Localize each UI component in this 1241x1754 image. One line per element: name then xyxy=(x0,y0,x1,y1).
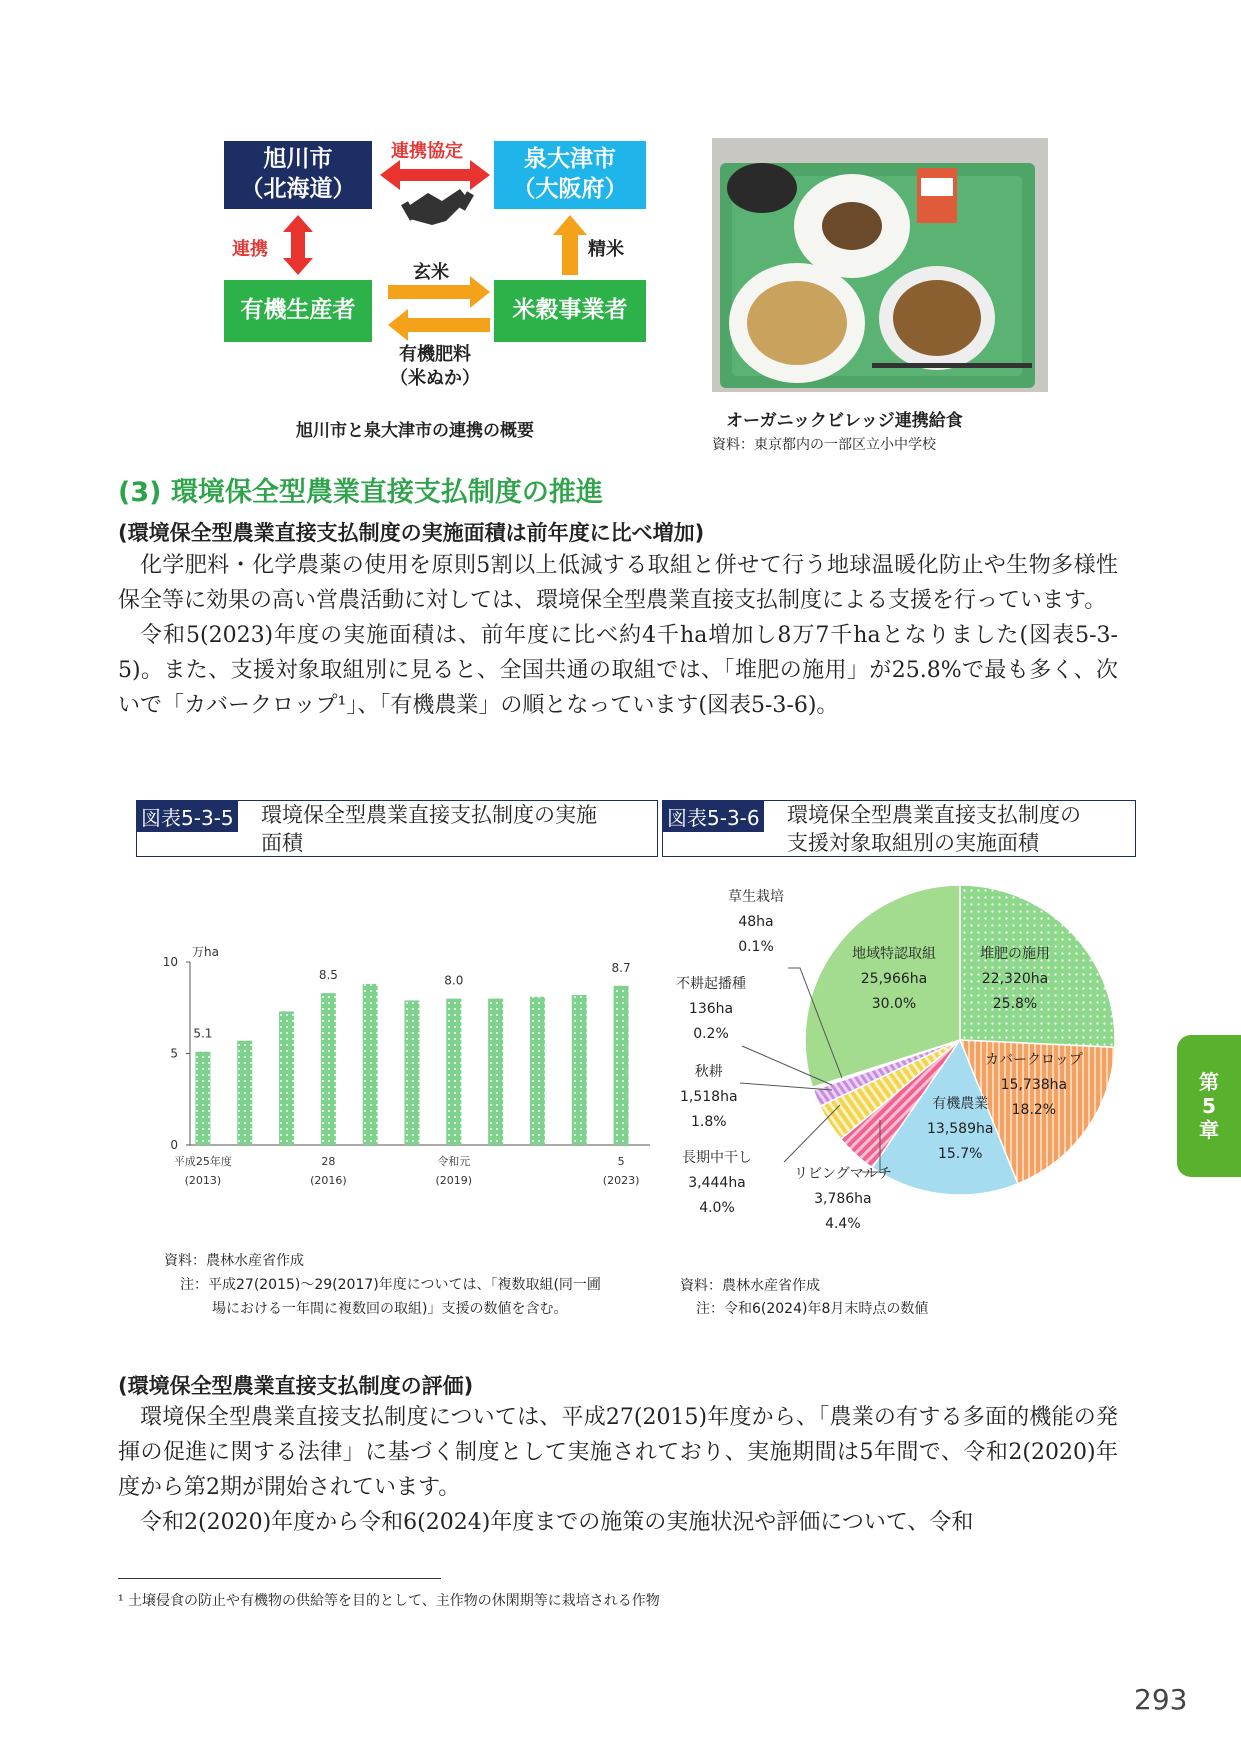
fig-5-3-6-title-1: 環境保全型農業直接支払制度の xyxy=(787,803,1081,827)
polished-rice-label: 精米 xyxy=(588,239,624,260)
rice-business-box: 米穀事業者 xyxy=(494,280,646,342)
fig-5-3-6-header xyxy=(662,800,1136,857)
fig-5-3-6-source: 資料：農林水産省作成 xyxy=(680,1278,820,1294)
pie-label-fukoki: 不耕起播種 136ha 0.2% xyxy=(676,976,746,1042)
pie-label-taihi: 堆肥の施用 22,320ha 25.8% xyxy=(980,946,1050,1012)
footnote-rule xyxy=(118,1578,441,1579)
polished-rice-arrow xyxy=(553,215,587,275)
pie-label-mulch: リビングマルチ 3,786ha 4.4% xyxy=(794,1166,892,1232)
bar xyxy=(237,1041,252,1145)
fig-5-3-5-header xyxy=(136,800,658,857)
fertilizer-label: 有機肥料 （米ぬか） xyxy=(390,344,480,389)
bar xyxy=(405,1000,420,1145)
fig-5-3-6-note: 注：令和6(2024)年8月末時点の数値 xyxy=(696,1301,929,1317)
x-tick-label: 5 xyxy=(617,1155,625,1168)
fig-5-3-5-title-1: 環境保全型農業直接支払制度の実施 xyxy=(261,803,597,827)
x-tick-label: 28 xyxy=(321,1155,336,1168)
paragraph-3: 環境保全型農業直接支払制度については、平成27(2015)年度から、「農業の有する多面的機能の発揮の促進に関する法律」に基づく制度として実施されており、実施期間は5年間で、令和2(2020)年度から第2期が開始されています。 xyxy=(118,1405,1118,1500)
y-tick-label: 10 xyxy=(162,955,178,969)
fertilizer-arrow xyxy=(388,309,490,341)
school-lunch-photo xyxy=(712,138,1048,392)
fig-5-3-6-number: 図表5-3-6 xyxy=(663,801,764,832)
bar-data-label: 8.5 xyxy=(318,968,338,983)
fig-5-3-5-note-1: 注：平成27(2015)～29(2017)年度については、「複数取組(同一圃 xyxy=(180,1277,601,1293)
y-tick-label: 0 xyxy=(170,1138,178,1152)
pie-label-sosei: 草生栽培 48ha 0.1% xyxy=(728,889,784,955)
handshake-icon xyxy=(401,189,474,225)
x-tick-label-year: (2013) xyxy=(184,1174,222,1187)
paragraph-block-1 xyxy=(118,548,1118,723)
bar xyxy=(530,997,545,1145)
asahikawa-box: 旭川市 （北海道） xyxy=(224,141,372,209)
bar xyxy=(363,984,378,1145)
bar xyxy=(488,999,503,1145)
brown-rice-label: 玄米 xyxy=(413,262,449,283)
fig-5-3-5-source: 資料：農林水産省作成 xyxy=(164,1253,304,1269)
page-number: 293 xyxy=(1134,1683,1188,1716)
pie-label-shuko: 秋耕 1,518ha 1.8% xyxy=(680,1064,738,1130)
diagram-caption: 旭川市と泉大津市の連携の概要 xyxy=(296,421,534,441)
bar-data-label: 8.0 xyxy=(444,973,464,988)
bar xyxy=(279,1011,294,1145)
x-tick-label: 平成25年度 xyxy=(173,1155,232,1168)
bar-data-label: 5.1 xyxy=(193,1026,213,1041)
bar-chart xyxy=(140,940,660,1210)
footnote: ¹ 土壌侵食の防止や有機物の供給等を目的として、主作物の休閑期等に栽培される作物 xyxy=(118,1593,660,1609)
bar xyxy=(446,999,461,1145)
cooperation-label: 連携 xyxy=(232,239,268,260)
fig-5-3-5-note-2: 場における一年間に複数回の取組)」支援の数値を含む。 xyxy=(212,1301,568,1317)
y-tick-label: 5 xyxy=(170,1046,178,1061)
paragraph-1: 化学肥料・化学農薬の使用を原則5割以上低減する取組と併せて行う地球温暖化防止や生物多様性保全等に効果の高い営農活動に対しては、環境保全型農業直接支払制度による支援を行っています。 xyxy=(118,553,1118,613)
paragraph-2: 令和5(2023)年度の実施面積は、前年度に比べ約4千ha増加し8万7千haとなりました(図表5-3-5)。また、支援対象取組別に見ると、全国共通の取組では、「堆肥の施用」が25.8%で最も多く、次いで「カバークロップ¹」、「有機農業」の順となっています(図表5-3-6)。 xyxy=(118,623,1118,718)
x-tick-label-year: (2019) xyxy=(435,1174,473,1187)
bar xyxy=(321,993,336,1145)
fig-5-3-5-title-2: 面積 xyxy=(261,831,303,855)
bar xyxy=(195,1052,210,1145)
bar xyxy=(614,986,629,1145)
paragraph-4: 令和2(2020)年度から令和6(2024)年度までの施策の実施状況や評価について、令和 xyxy=(140,1510,974,1535)
x-tick-label-year: (2016) xyxy=(310,1174,347,1187)
chapter-tab: 第 5 章 xyxy=(1177,1035,1241,1177)
photo-source: 資料：東京都内の一部区立小中学校 xyxy=(712,437,936,453)
pie-label-chiiki: 地域特認取組 25,966ha 30.0% xyxy=(852,946,936,1012)
bar xyxy=(572,995,587,1145)
x-tick-label: 令和元 xyxy=(437,1155,471,1168)
pie-label-nakaboshi: 長期中干し 3,444ha 4.0% xyxy=(682,1150,752,1216)
paragraph-block-2 xyxy=(118,1400,1118,1540)
fig-5-3-5-number: 図表5-3-5 xyxy=(137,801,238,832)
pie-label-cover: カバークロップ 15,738ha 18.2% xyxy=(985,1052,1083,1118)
izumiotsu-box: 泉大津市 （大阪府） xyxy=(494,141,646,209)
producer-box: 有機生産者 xyxy=(224,280,372,342)
agreement-arrow xyxy=(380,160,490,190)
subheading-evaluation: (環境保全型農業直接支払制度の評価) xyxy=(118,1374,474,1398)
bar-data-label: 8.7 xyxy=(611,960,631,975)
cooperation-arrow xyxy=(283,215,313,275)
y-axis-unit: 万ha xyxy=(192,945,219,959)
diagram-arrows xyxy=(0,0,700,400)
agreement-label: 連携協定 xyxy=(391,141,463,162)
subheading-area-increase: (環境保全型農業直接支払制度の実施面積は前年度に比べ増加) xyxy=(118,521,705,545)
pie-label-yuki: 有機農業 13,589ha 15.7% xyxy=(927,1096,994,1162)
x-tick-label-year: (2023) xyxy=(602,1174,640,1187)
section-heading: (3) 環境保全型農業直接支払制度の推進 xyxy=(118,477,603,508)
fig-5-3-6-title-2: 支援対象取組別の実施面積 xyxy=(787,831,1039,855)
photo-caption: オーガニックビレッジ連携給食 xyxy=(726,411,963,431)
